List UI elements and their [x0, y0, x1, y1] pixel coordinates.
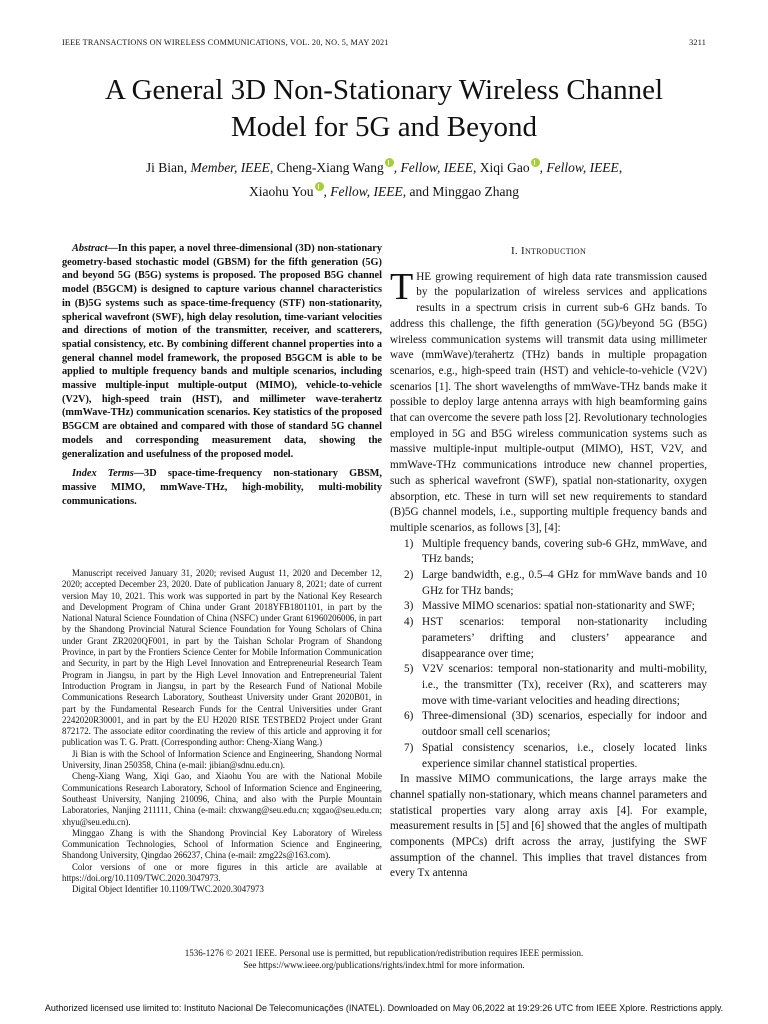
left-column	[62, 242, 382, 508]
intro-paragraph-1-text: growing requirement of high data rate transmission caused by the popularization of wireless services and applications results in a spectrum crisis in current sub-6 GHz bands. To address this challenge, the fifth generation (5G)/beyond 5G (B5G) wireless communication systems will transmit data using millimeter wave (mmWave)/terahertz (THz) bands in multiple propagation scenarios, e.g., high-speed train (HST) and vehicle-to-vehicle (V2V) scenarios [1]. The short wavelengths of mmWave-THz bands make it possible to deploy large antenna arrays with high beamforming gains that can overcome the severe path loss [2]. Revolutionary technologies employed in 5G and B5G wireless communication systems such as massive multiple-input multiple-output (MIMO), HST, V2V, and mmWave-THz communications introduce new channel properties, such as spherical wavefront (SWF), spatial non-stationarity, oxygen absorption, etc. These in turn will set new requirements to standard (B)5G channel models, i.e., supporting multiple frequency bands and multiple scenarios, as follows [3], [4]:	[390, 270, 707, 534]
list-item-text: HST scenarios: temporal non-stationarity including parameters’ drifting and clusters’ appearance and disappearance over time;	[422, 616, 707, 660]
running-head	[62, 38, 706, 47]
footnote-doi: Digital Object Identifier 10.1109/TWC.2020.3047973	[72, 884, 264, 895]
list-item	[390, 741, 707, 772]
author-bian-name: Ji Bian,	[145, 160, 191, 175]
list-item-number: 4)	[404, 616, 414, 629]
footnote-author-bian: Ji Bian is with the School of Information Science and Engineering, Shandong Normal University, Jinan 250358, China (e-mail: jibian@sdnu.edu.cn).	[62, 748, 382, 771]
index-terms-body: 3D space-time-frequency non-stationary GBSM, massive MIMO, mmWave-THz, high-mobility, multi-mobility communications.	[62, 468, 382, 507]
copyright-line-1: 1536-1276 © 2021 IEEE. Personal use is permitted, but republication/redistribution requires IEEE permission.	[184, 948, 584, 958]
abstract-label: Abstract	[72, 243, 108, 254]
copyright-notice	[100, 947, 668, 971]
paper-title	[40, 72, 728, 146]
list-item	[390, 709, 707, 740]
author-line-1	[60, 156, 708, 180]
title-line-1: A General 3D Non-Stationary Wireless Channel	[104, 74, 664, 106]
footnote-color-versions: Color versions of one or more figures in this article are available at https://doi.org/10.1109/TWC.2020.3047973.	[62, 861, 382, 884]
author-list	[60, 156, 708, 204]
first-word-rest: HE	[416, 270, 432, 283]
list-item	[390, 662, 707, 709]
abstract-dash: —	[107, 243, 118, 254]
list-item	[390, 599, 707, 615]
section-number: I.	[510, 245, 522, 257]
copyright-line-2: See https://www.ieee.org/publications/rights/index.html for more information.	[243, 960, 525, 970]
list-item-number: 7)	[404, 741, 414, 754]
author-line-2	[60, 180, 708, 204]
list-item-number: 6)	[404, 710, 414, 723]
title-line-2: Model for 5G and Beyond	[230, 111, 538, 143]
list-item-number: 2)	[404, 569, 414, 582]
index-terms-dash: —	[133, 468, 145, 480]
right-column	[390, 244, 707, 882]
footnote-author-zhang: Minggao Zhang is with the Shandong Provincial Key Laboratory of Wireless Communication Technologies, School of Information Science and Engineering, Shandong University, Qingdao 266237, China (e-mail: zmg22s@163.com).	[62, 827, 382, 861]
intro-paragraph-1	[390, 265, 707, 537]
author-zhang-name: , and Minggao Zhang	[402, 184, 519, 199]
list-item-number: 5)	[404, 663, 414, 676]
list-item-number: 1)	[404, 537, 414, 550]
author-wang-role: , Fellow, IEEE	[393, 160, 473, 175]
author-bian-role: Member, IEEE	[190, 160, 270, 175]
list-item-text: V2V scenarios: temporal non-stationarity and multi-mobility, i.e., the transmitter (Tx), receiver (Rx), and scatterers may move with time-variant velocities and heading directions;	[422, 663, 707, 707]
section-title: Introduction	[521, 245, 587, 257]
abstract	[62, 242, 382, 461]
footnote-authors-seu: Cheng-Xiang Wang, Xiqi Gao, and Xiaohu You are with the National Mobile Communications Research Laboratory, School of Information Science and Engineering, Southeast University, Nanjing 210096, China, and also with the Purple Mountain Laboratories, Nanjing 211111, China (e-mail: chxwang@seu.edu.cn; xqgao@seu.edu.cn; xhyu@seu.edu.cn).	[62, 771, 382, 827]
index-terms	[62, 467, 382, 508]
orcid-icon[interactable]	[531, 158, 540, 167]
footnote-funding: Manuscript received January 31, 2020; revised August 11, 2020 and December 12, 2020; accepted December 23, 2020. Date of publication January 8, 2021; date of current version May 10, 2021. This work was supported in part by the National Key Research and Development Program of China under Grant 2018YFB1801101, in part by the National Natural Science Foundation of China (NSFC) under Grant 61960206006, in part by the Shandong Provincial Natural Science Foundation for Young Scholars of China under Grant ZR2020QF001, in part by the Taishan Scholar Program of Shandong Province, in part by the Frontiers Science Center for Mobile Information Communication and Security, in part by the High Level Innovation and Entrepreneurial Research Team Program in Jiangsu, in part by the High Level Innovation and Entrepreneurial Talent Introduction Program in Jiangsu, in part by the Research Fund of National Mobile Communications Research Laboratory, Southeast University under Grant 2020B01, in part by the Fundamental Research Funds for the Central Universities under Grant 2242020R30001, and in part by the EU H2020 RISE TESTBED2 Project under Grant 872172. The associate editor coordinating the review of this article and approving it for publication was T. G. Pratt. (Corresponding author: Cheng-Xiang Wang.)	[62, 568, 382, 748]
author-gao-role: , Fellow, IEEE	[539, 160, 619, 175]
requirements-list	[390, 537, 707, 773]
list-item-text: Spatial consistency scenarios, i.e., closely located links experience similar channel statistical properties.	[422, 741, 707, 770]
author-separator: ,	[618, 160, 623, 175]
list-item	[390, 537, 707, 568]
list-item-number: 3)	[404, 600, 414, 613]
orcid-icon[interactable]	[315, 182, 324, 191]
author-you-role: , Fellow, IEEE	[323, 184, 403, 199]
list-item	[390, 615, 707, 662]
author-wang-name: , Cheng-Xiang Wang	[269, 160, 384, 175]
list-item-text: Massive MIMO scenarios: spatial non-stationarity and SWF;	[422, 600, 695, 613]
author-gao-name: , Xiqi Gao	[472, 160, 530, 175]
orcid-icon[interactable]	[385, 158, 394, 167]
list-item-text: Three-dimensional (3D) scenarios, especially for indoor and outdoor small cell scenarios;	[422, 710, 707, 739]
page-number: 3211	[689, 38, 706, 47]
intro-paragraph-2: In massive MIMO communications, the large arrays make the channel spatially non-stationary, which means channel parameters and statistical properties vary along array axis [4]. For example, measurement results in [5] and [6] showed that the angles of multipath components (MPCs) drift across the array, justifying the SWF assumption of the channel. This implies that travel distances from every Tx antenna	[390, 773, 707, 880]
list-item	[390, 568, 707, 599]
list-item-text: Large bandwidth, e.g., 0.5–4 GHz for mmWave bands and 10 GHz for THz bands;	[422, 569, 707, 597]
drop-cap: T	[390, 265, 414, 308]
license-notice: Authorized licensed use limited to: Instituto Nacional De Telecomunicações (INATEL). Downloaded on May 06,2022 at 19:29:26 UTC from IEEE Xplore. Restrictions apply.	[44, 1003, 724, 1013]
list-item-text: Multiple frequency bands, covering sub-6 GHz, mmWave, and THz bands;	[422, 537, 707, 566]
abstract-body: In this paper, a novel three-dimensional (3D) non-stationary geometry-based stochastic model (GBSM) for the fifth generation (5G) and beyond 5G (B5G) systems is proposed. The proposed B5G channel model (B5GCM) is designed to capture various channel characteristics in (B)5G systems such as space-time-frequency (STF) non-stationarity, spherical wavefront (SWF), high delay resolution, time-variant velocities and directions of motion of the transmitter, receiver, and scatterers, spatial consistency, etc. By combining different channel properties into a general channel model framework, the proposed B5GCM is able to be applied to multiple frequency bands and multiple scenarios, including massive multiple-input multiple-output (MIMO), vehicle-to-vehicle (V2V), high-speed train (HST), and millimeter wave-terahertz (mmWave-THz) communication scenarios. Key statistics of the proposed B5GCM are obtained and compared with those of standard 5G channel models and corresponding measurement data, showing the generalization and usefulness of the proposed model.	[62, 243, 382, 460]
index-terms-label: Index Terms	[72, 468, 134, 480]
author-you-name: Xiaohu You	[249, 184, 314, 199]
section-heading-introduction	[390, 244, 707, 260]
journal-header: IEEE TRANSACTIONS ON WIRELESS COMMUNICATIONS, VOL. 20, NO. 5, MAY 2021	[62, 38, 389, 47]
footnotes	[62, 568, 382, 896]
